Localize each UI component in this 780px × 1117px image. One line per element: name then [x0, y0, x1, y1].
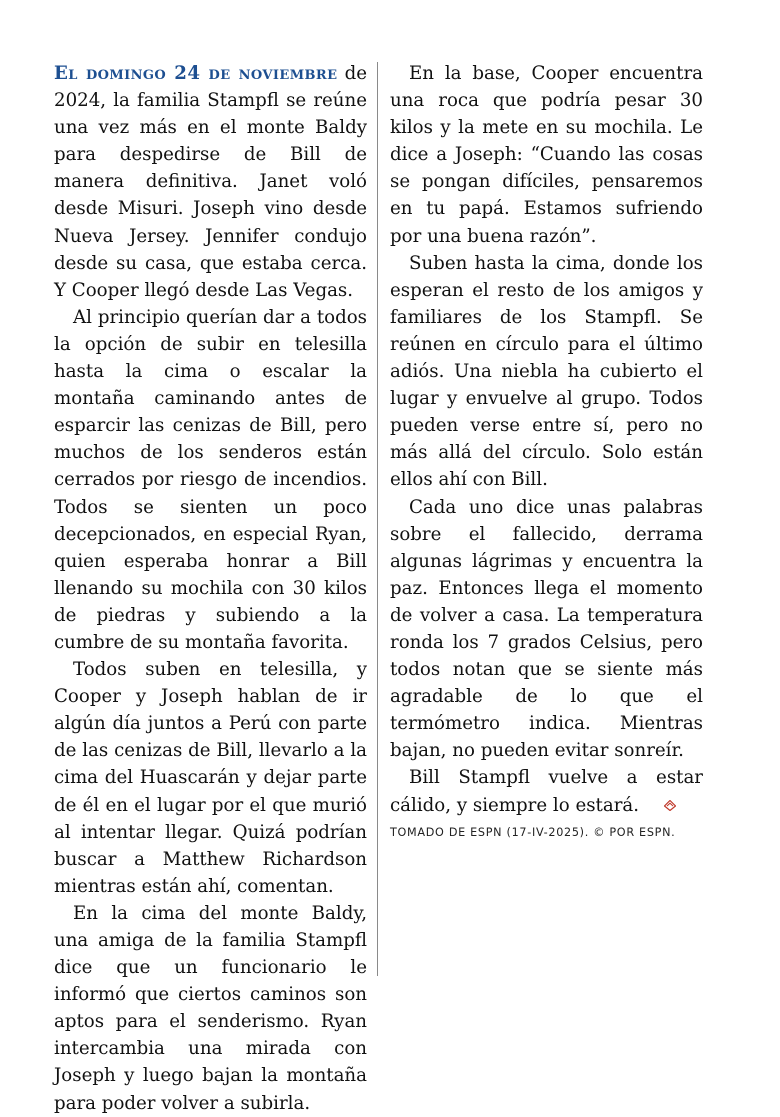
paragraph-7: Cada uno dice unas palabras sobre el fallecido, derrama algunas lágrimas y encuentra la paz. Entonces llega el momento de volver a casa. La temperatura ronda los 7 grados Celsius, pero todos notan que se siente más agradable de lo que el termómetro indica. Mientras bajan, no pueden evitar sonreír.: [390, 496, 703, 762]
paragraph-1: [54, 60, 367, 304]
paragraph-3: Todos suben en telesilla, y Cooper y Joseph hablan de ir algún día juntos a Perú con parte de las cenizas de Bill, llevarlo a la cima del Huascarán y dejar parte de él en el lugar por el que murió al intentar llegar. Quizá podrían buscar a Matthew Richardson mientras están ahí, comentan.: [54, 659, 367, 897]
paragraph-6: Suben hasta la cima, donde los esperan el resto de los amigos y familiares de los Stampfl. Se reúnen en círculo para el último adiós. Una niebla ha cubierto el lugar y envuelve al grupo. Todos pueden verse entre sí, pero no más allá del círculo. Solo están ellos ahí con Bill.: [390, 252, 703, 491]
source-credit: TOMADO DE ESPN (17-IV-2025). © POR ESPN.: [390, 826, 676, 840]
left-column: [54, 60, 367, 1117]
paragraph-1-text: de 2024, la familia Stampfl se reúne una vez más en el monte Baldy para despedirse de Bill de manera definitiva. Janet voló desde Misuri. Joseph vino desde Nueva Jersey. Jennifer condujo desde su casa, que estaba cerca. Y Cooper llegó desde Las Vegas.: [54, 63, 368, 301]
lead-in: El domingo 24 de noviembre: [54, 63, 338, 84]
end-of-article-icon: [645, 792, 676, 819]
right-column: [390, 60, 703, 841]
paragraph-5: En la base, Cooper encuentra una roca que podría pesar 30 kilos y la mete en su mochila. Le dice a Joseph: “Cuando las cosas se pongan difíciles, pensaremos en tu papá. Estamos sufriendo por una buena razón”.: [390, 63, 703, 247]
paragraph-4: En la cima del monte Baldy, una amiga de la familia Stampfl dice que un funcionario le informó que ciertos caminos son aptos para el senderismo. Ryan intercambia una mirada con Joseph y luego bajan la montaña para poder volver a subirla.: [54, 902, 367, 1114]
paragraph-8: [390, 764, 703, 819]
column-divider: [377, 62, 378, 976]
paragraph-8-text: Bill Stampfl vuelve a estar cálido, y siempre lo estará.: [390, 767, 703, 816]
paragraph-2: Al principio querían dar a todos la opción de subir en telesilla hasta la cima o escalar la montaña caminando antes de esparcir las cenizas de Bill, pero muchos de los senderos están cerrados por riesgo de incendios. Todos se sienten un poco decepcionados, en especial Ryan, quien esperaba honrar a Bill llenando su mochila con 30 kilos de piedras y subiendo a la cumbre de su montaña favorita.: [54, 306, 367, 653]
